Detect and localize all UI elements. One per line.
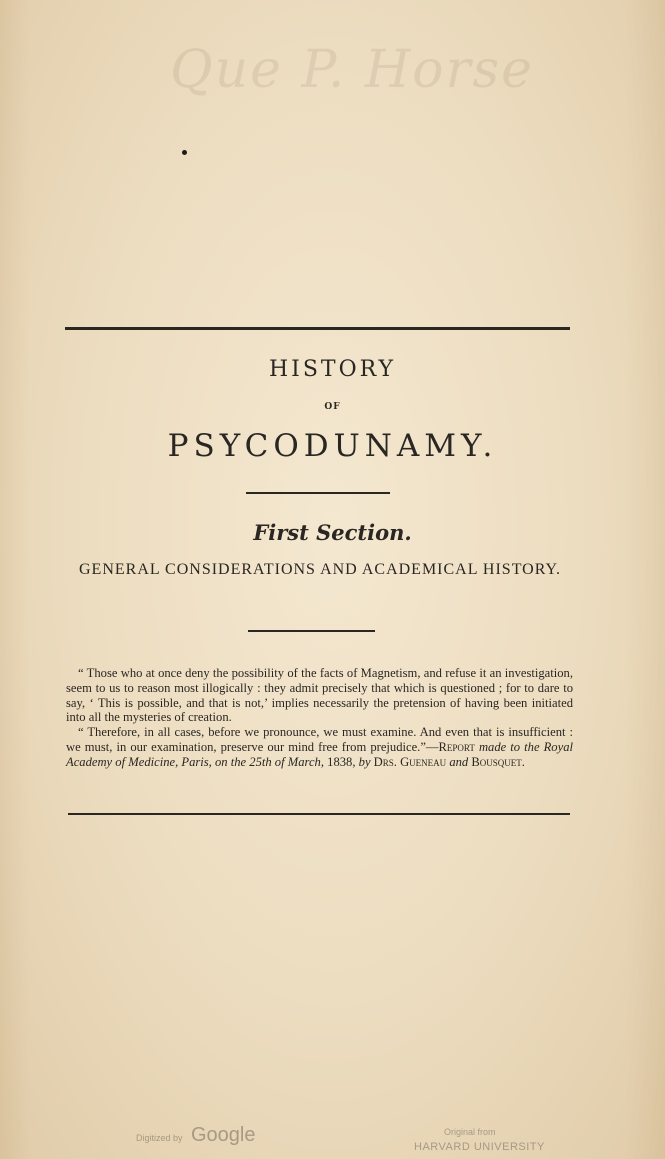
institution-label: HARVARD UNIVERSITY	[414, 1141, 545, 1153]
digitized-by-label: Digitized by	[136, 1133, 183, 1143]
quote-paragraph-2: “ Therefore, in all cases, before we pronounce, we must examine. And even that is insufficient : we must, in our examination, preserve our mind free from prejudice.”—Report made to the Royal Academy of Medicine, Paris, on the 25th of March, 1838, by Drs. Gueneau and Bousquet.	[66, 725, 573, 769]
quote-paragraph-1: “ Those who at once deny the possibility of the facts of Magnetism, and refuse it an investigation, seem to us to reason most illogically : they admit precisely that which is questioned ; for to dare to say, ‘ This is possible, and that is not,’ implies necessarily the pretension of having been initiated into all the mysteries of creation.	[66, 666, 573, 725]
bottom-rule	[68, 813, 570, 815]
page-ghost-bleedthrough	[0, 255, 665, 283]
section-subheading: GENERAL CONSIDERATIONS AND ACADEMICAL HISTORY.	[78, 561, 562, 578]
original-from-label: Original from	[444, 1127, 496, 1137]
section-heading: First Section.	[253, 520, 412, 545]
original-from-watermark	[414, 1127, 545, 1155]
ink-dot	[182, 150, 187, 155]
title-history: HISTORY	[268, 357, 397, 382]
divider-rule-1	[246, 492, 390, 494]
top-double-rule	[65, 327, 570, 330]
title-of: OF	[324, 402, 341, 412]
divider-rule-2	[248, 630, 375, 632]
page-stain: Que P. Horse	[170, 40, 534, 100]
epigraph-quote	[66, 666, 573, 770]
digitized-by-watermark	[136, 1124, 255, 1147]
google-logo: Google	[190, 1124, 256, 1146]
title-psycodunamy: PSYCODUNAMY.	[167, 428, 498, 464]
report-label: Report	[438, 739, 475, 754]
